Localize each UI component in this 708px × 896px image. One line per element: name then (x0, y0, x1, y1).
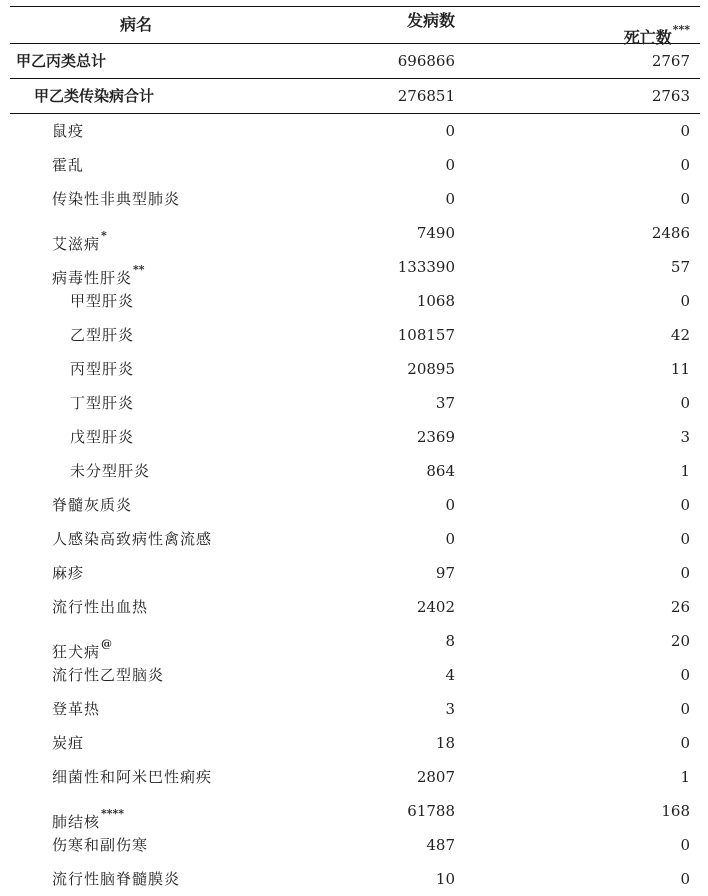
incidence-count: 864 (426, 462, 455, 480)
death-count: 20 (670, 632, 690, 650)
incidence-count: 8 (445, 632, 455, 650)
incidence-count: 108157 (397, 326, 455, 344)
disease-name (52, 726, 84, 760)
disease-name-text: 细菌性和阿米巴性痢疾 (52, 768, 213, 786)
table-row (10, 794, 700, 831)
table-row (10, 590, 700, 624)
table-header (10, 6, 700, 47)
disease-name-text: 肺结核 (52, 813, 101, 831)
incidence-count: 1068 (416, 292, 455, 310)
table-row (10, 284, 700, 318)
incidence-count: 20895 (407, 360, 455, 378)
disease-name-text: 炭疽 (52, 734, 85, 752)
disease-name-text: 霍乱 (52, 156, 85, 174)
death-count: 0 (680, 836, 690, 854)
disease-name-text: 甲乙丙类总计 (16, 52, 107, 70)
table-row (10, 692, 700, 726)
disease-name-text: 传染性非典型肺炎 (52, 190, 181, 208)
death-count: 0 (680, 292, 690, 310)
table-row (10, 182, 700, 216)
death-count: 0 (680, 700, 690, 718)
disease-name (52, 692, 100, 726)
header-deaths-footnote-mark: *** (672, 23, 690, 36)
disease-name-text: 鼠疫 (52, 122, 85, 140)
table-row (10, 828, 700, 862)
table-row (10, 318, 700, 352)
disease-name-text: 丙型肝炎 (70, 360, 135, 378)
death-count: 3 (680, 428, 690, 446)
death-count: 0 (680, 734, 690, 752)
incidence-count: 61788 (407, 802, 455, 820)
table-row (10, 44, 700, 79)
table-row (10, 624, 700, 661)
disease-name (52, 828, 148, 862)
death-count: 57 (670, 258, 690, 276)
incidence-count: 2807 (416, 768, 455, 786)
disease-name-text: 丁型肝炎 (70, 394, 135, 412)
header-deaths (623, 7, 690, 47)
incidence-count: 7490 (416, 224, 455, 242)
death-count: 0 (680, 564, 690, 582)
table-row (10, 216, 700, 253)
incidence-count: 2402 (416, 598, 455, 616)
table-row (10, 556, 700, 590)
incidence-count: 97 (435, 564, 455, 582)
death-count: 0 (680, 496, 690, 514)
disease-name (70, 284, 134, 318)
incidence-count: 18 (435, 734, 455, 752)
disease-name-text: 人感染高致病性禽流感 (52, 530, 213, 548)
incidence-count: 0 (445, 156, 455, 174)
death-count: 0 (680, 122, 690, 140)
header-disease-name: 病名 (120, 15, 153, 34)
disease-name (52, 114, 84, 148)
disease-name (52, 556, 84, 590)
disease-name (16, 44, 106, 78)
table-row (10, 352, 700, 386)
header-incidence: 发病数 (406, 11, 455, 30)
death-count: 42 (670, 326, 690, 344)
death-count: 0 (680, 394, 690, 412)
table-row (10, 488, 700, 522)
disease-name (52, 182, 180, 216)
table-row (10, 726, 700, 760)
disease-name-text: 乙型肝炎 (70, 326, 135, 344)
disease-name (52, 794, 125, 831)
disease-name (34, 79, 154, 113)
incidence-count: 276851 (397, 87, 455, 105)
disease-name (52, 250, 145, 287)
disease-name (70, 420, 134, 454)
footnote-mark: @ (101, 637, 113, 650)
incidence-count: 4 (445, 666, 455, 684)
disease-name-text: 未分型肝炎 (70, 462, 151, 480)
death-count: 0 (680, 666, 690, 684)
disease-name-text: 登革热 (52, 700, 101, 718)
footnote-mark: ** (133, 263, 145, 276)
table-row (10, 386, 700, 420)
death-count: 2486 (651, 224, 690, 242)
death-count: 2763 (651, 87, 690, 105)
death-count: 2767 (651, 52, 690, 70)
disease-name-text: 流行性脑脊髓膜炎 (52, 870, 181, 888)
disease-name-text: 病毒性肝炎 (52, 269, 133, 287)
disease-name-text: 艾滋病 (52, 235, 101, 253)
incidence-count: 37 (435, 394, 455, 412)
incidence-count: 487 (426, 836, 455, 854)
incidence-count: 3 (445, 700, 455, 718)
table-row (10, 658, 700, 692)
disease-name (70, 352, 134, 386)
disease-name-text: 麻疹 (52, 564, 85, 582)
table-row (10, 148, 700, 182)
disease-name-text: 狂犬病 (52, 643, 101, 661)
incidence-count: 2369 (416, 428, 455, 446)
table-row (10, 522, 700, 556)
disease-name-text: 甲乙类传染病合计 (34, 87, 155, 105)
disease-name (70, 454, 150, 488)
death-count: 0 (680, 870, 690, 888)
table-row (10, 79, 700, 114)
disease-name-text: 流行性出血热 (52, 598, 149, 616)
death-count: 168 (661, 802, 690, 820)
disease-name (70, 386, 134, 420)
disease-name (52, 658, 164, 692)
incidence-count: 0 (445, 530, 455, 548)
death-count: 26 (670, 598, 690, 616)
disease-name (52, 624, 113, 661)
table-row (10, 250, 700, 287)
disease-name (52, 760, 212, 794)
incidence-count: 133390 (397, 258, 455, 276)
death-count: 1 (680, 768, 690, 786)
incidence-count: 0 (445, 190, 455, 208)
disease-name-text: 脊髓灰质炎 (52, 496, 133, 514)
table-row (10, 420, 700, 454)
death-count: 0 (680, 190, 690, 208)
disease-name-text: 伤寒和副伤寒 (52, 836, 149, 854)
disease-name (52, 148, 84, 182)
incidence-count: 10 (435, 870, 455, 888)
disease-name (70, 318, 134, 352)
death-count: 11 (670, 360, 690, 378)
incidence-count: 0 (445, 122, 455, 140)
death-count: 1 (680, 462, 690, 480)
table-row (10, 760, 700, 794)
table-body (10, 44, 700, 896)
footnote-mark: * (101, 229, 107, 242)
disease-statistics-table (10, 6, 700, 896)
disease-name (52, 488, 132, 522)
footnote-mark: **** (101, 807, 125, 820)
death-count: 0 (680, 530, 690, 548)
table-row (10, 454, 700, 488)
disease-name (52, 590, 148, 624)
incidence-count: 0 (445, 496, 455, 514)
table-row (10, 114, 700, 148)
disease-name-text: 甲型肝炎 (70, 292, 135, 310)
disease-name (52, 522, 212, 556)
disease-name-text: 戊型肝炎 (70, 428, 135, 446)
incidence-count: 696866 (397, 52, 455, 70)
disease-name (52, 216, 107, 253)
header-deaths-label: 死亡数 (623, 28, 672, 47)
disease-name-text: 流行性乙型脑炎 (52, 666, 165, 684)
death-count: 0 (680, 156, 690, 174)
